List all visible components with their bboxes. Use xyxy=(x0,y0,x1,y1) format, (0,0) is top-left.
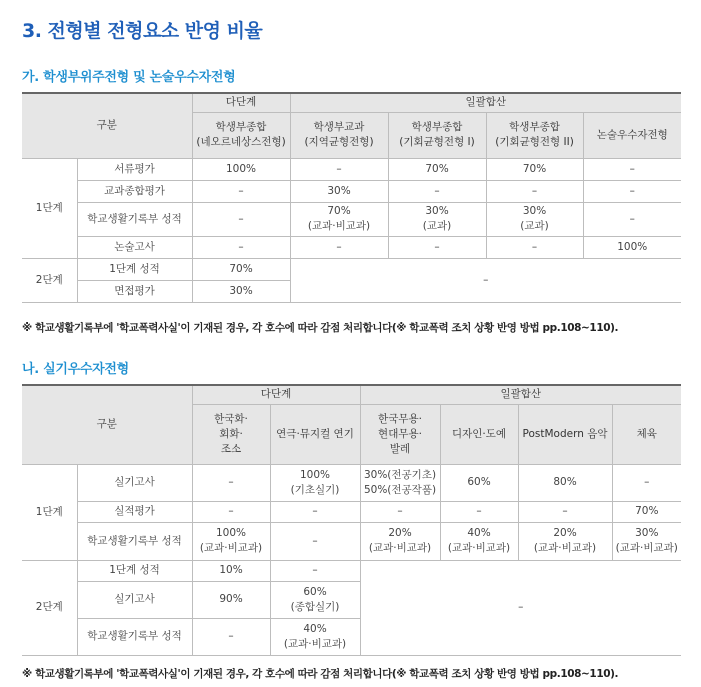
cell: – xyxy=(270,560,360,581)
cell: – xyxy=(192,501,270,522)
table-row xyxy=(22,560,681,581)
table-row xyxy=(22,464,681,501)
row-label: 실적평가 xyxy=(77,501,192,522)
row-label: 학교생활기록부 성적 xyxy=(77,202,192,236)
row-label: 서류평가 xyxy=(77,158,192,180)
cell: 20% (교과·비교과) xyxy=(518,522,612,560)
page-title: 3. 전형별 전형요소 반영 비율 xyxy=(22,20,263,42)
row-label: 면접평가 xyxy=(77,280,192,302)
table-row xyxy=(22,236,681,258)
header-dadan: 다단계 xyxy=(192,93,290,112)
cell: – xyxy=(270,501,360,522)
cell: 30% (교과·비교과) xyxy=(612,522,681,560)
cell: 40% (교과·비교과) xyxy=(270,618,360,655)
col-header: PostModern 음악 xyxy=(518,404,612,464)
cell: – xyxy=(486,180,583,202)
header-ilgwal: 일괄합산 xyxy=(290,93,681,112)
cell: 80% xyxy=(518,464,612,501)
cell: – xyxy=(518,501,612,522)
cell: – xyxy=(440,501,518,522)
cell: – xyxy=(388,180,486,202)
stage-label: 1단계 xyxy=(22,158,77,258)
row-label: 실기고사 xyxy=(77,581,192,618)
cell: 100% xyxy=(583,236,681,258)
col-header: 체육 xyxy=(612,404,681,464)
header-dadan: 다단계 xyxy=(192,385,360,404)
cell-merged: – xyxy=(360,560,681,655)
header-gubun: 구분 xyxy=(22,385,192,464)
table-row xyxy=(22,202,681,236)
cell: – xyxy=(192,236,290,258)
cell: 90% xyxy=(192,581,270,618)
table-row xyxy=(22,180,681,202)
row-label: 교과종합평가 xyxy=(77,180,192,202)
cell: – xyxy=(360,501,440,522)
row-label: 1단계 성적 xyxy=(77,560,192,581)
cell: – xyxy=(192,618,270,655)
cell: 70% xyxy=(388,158,486,180)
header-gubun: 구분 xyxy=(22,93,192,158)
col-header: 연극·뮤지컬 연기 xyxy=(270,404,360,464)
cell: 70% xyxy=(192,258,290,280)
row-label: 학교생활기록부 성적 xyxy=(77,522,192,560)
cell: – xyxy=(270,522,360,560)
cell: – xyxy=(486,236,583,258)
table-row xyxy=(22,522,681,560)
cell: – xyxy=(388,236,486,258)
row-label: 1단계 성적 xyxy=(77,258,192,280)
cell: 30% xyxy=(290,180,388,202)
cell: 20% (교과·비교과) xyxy=(360,522,440,560)
section-heading-1: 가. 학생부위주전형 및 논술우수자전형 xyxy=(22,70,236,85)
cell: – xyxy=(192,202,290,236)
cell: 30% (교과) xyxy=(486,202,583,236)
cell: – xyxy=(290,158,388,180)
col-header: 학생부종합 (기회균형전형 I) xyxy=(388,112,486,158)
col-header: 학생부교과 (지역균형전형) xyxy=(290,112,388,158)
cell: – xyxy=(290,236,388,258)
col-header: 학생부종합 (기회균형전형 II) xyxy=(486,112,583,158)
cell: – xyxy=(583,180,681,202)
cell: 60% xyxy=(440,464,518,501)
stage-label: 1단계 xyxy=(22,464,77,560)
row-label: 실기고사 xyxy=(77,464,192,501)
cell: – xyxy=(192,180,290,202)
table-row xyxy=(22,258,681,280)
cell: 40% (교과·비교과) xyxy=(440,522,518,560)
cell: 100% xyxy=(192,158,290,180)
cell: – xyxy=(583,202,681,236)
cell: 30% (교과) xyxy=(388,202,486,236)
section-heading-2: 나. 실기우수자전형 xyxy=(22,362,129,377)
col-header: 학생부종합 (네오르네상스전형) xyxy=(192,112,290,158)
table-row xyxy=(22,501,681,522)
header-ilgwal: 일괄합산 xyxy=(360,385,681,404)
cell: – xyxy=(192,464,270,501)
cell: 60% (종합실기) xyxy=(270,581,360,618)
col-header: 디자인·도예 xyxy=(440,404,518,464)
row-label: 학교생활기록부 성적 xyxy=(77,618,192,655)
cell: – xyxy=(583,158,681,180)
cell: 70% xyxy=(486,158,583,180)
col-header: 논술우수자전형 xyxy=(583,112,681,158)
cell: 70% xyxy=(612,501,681,522)
cell: 100% (기초실기) xyxy=(270,464,360,501)
table-1 xyxy=(22,92,681,303)
table-2 xyxy=(22,384,681,656)
cell: 70% (교과·비교과) xyxy=(290,202,388,236)
footnote-2: ※ 학교생활기록부에 '학교폭력사실'이 기재된 경우, 각 호수에 따라 감점 처리합니다(※ 학교폭력 조치 상황 반영 방법 pp.108~110). xyxy=(22,668,619,680)
stage-label: 2단계 xyxy=(22,258,77,302)
row-label: 논술고사 xyxy=(77,236,192,258)
cell-merged: – xyxy=(290,258,681,302)
footnote-1: ※ 학교생활기록부에 '학교폭력사실'이 기재된 경우, 각 호수에 따라 감점 처리합니다(※ 학교폭력 조치 상황 반영 방법 pp.108~110). xyxy=(22,322,619,334)
cell: 10% xyxy=(192,560,270,581)
cell: 100% (교과·비교과) xyxy=(192,522,270,560)
cell: 30%(전공기초) 50%(전공작품) xyxy=(360,464,440,501)
cell: 30% xyxy=(192,280,290,302)
stage-label: 2단계 xyxy=(22,560,77,655)
cell: – xyxy=(612,464,681,501)
table-row xyxy=(22,158,681,180)
col-header: 한국무용· 현대무용· 발레 xyxy=(360,404,440,464)
col-header: 한국화· 회화· 조소 xyxy=(192,404,270,464)
